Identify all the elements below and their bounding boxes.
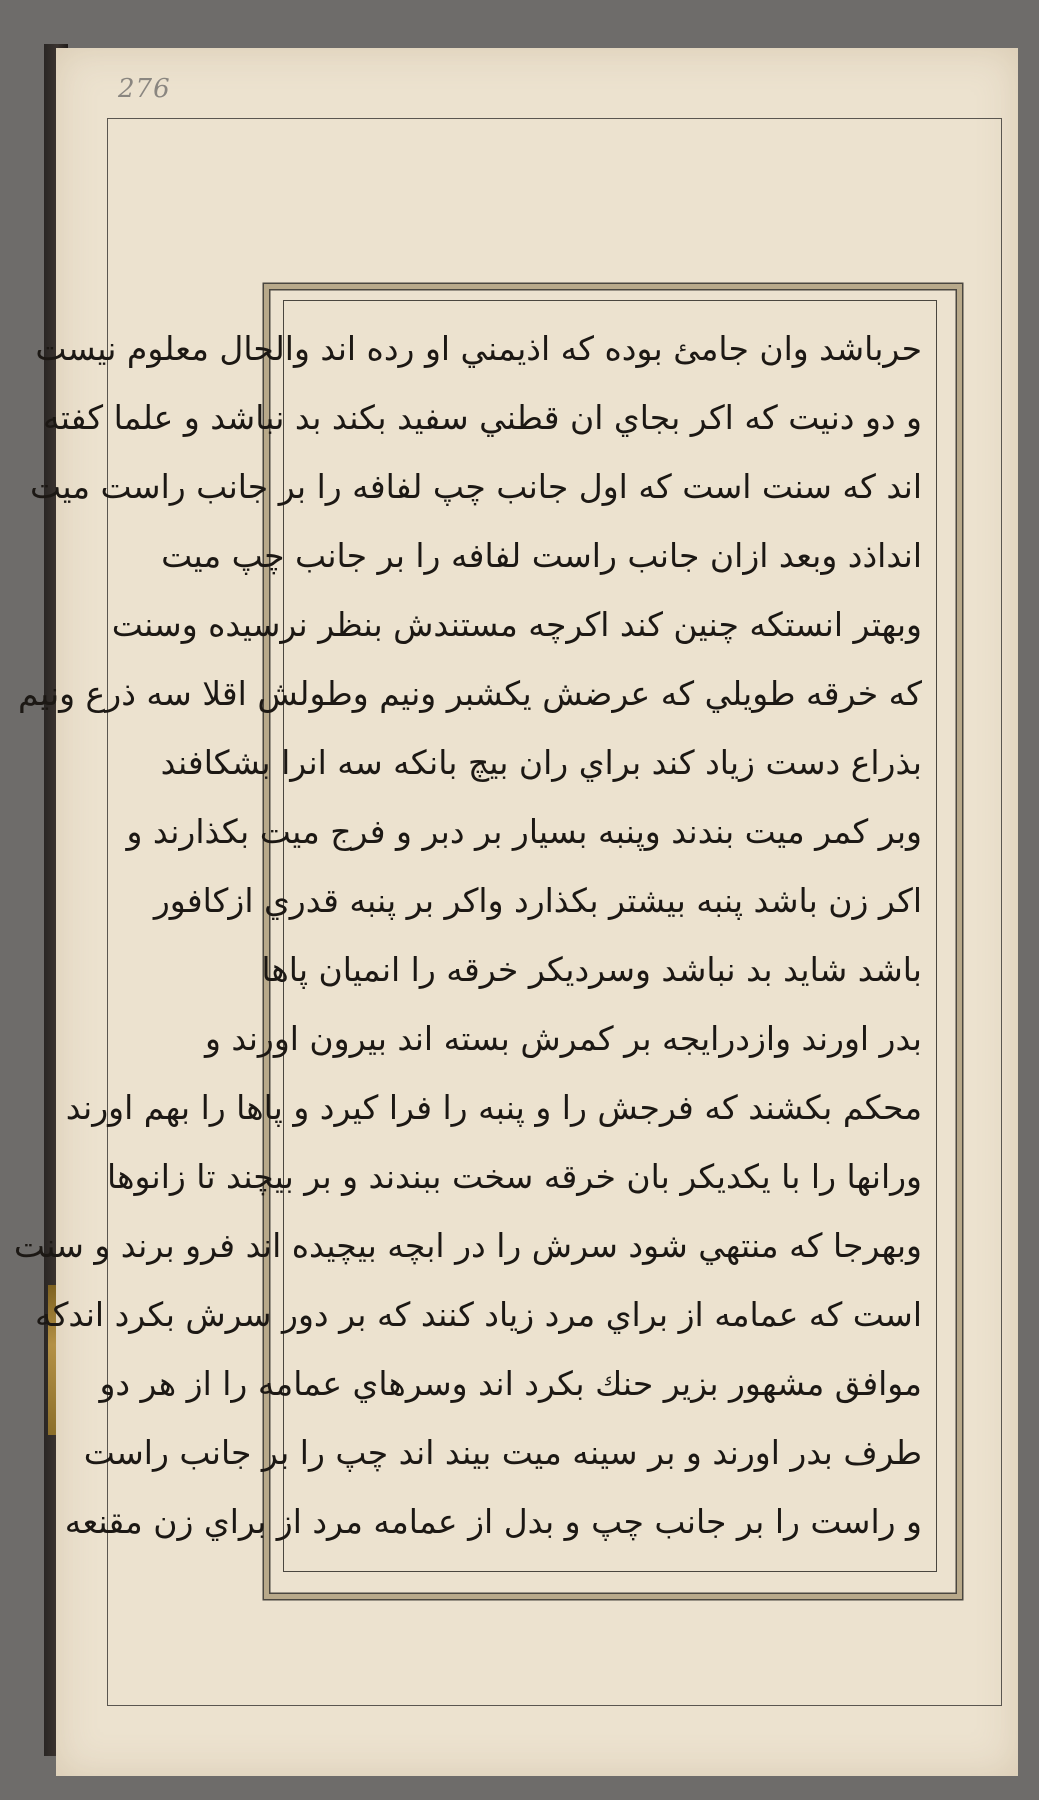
folio-number: 276 [118,74,171,104]
text-line: انداذد وبعد ازان جانب راست لفافه را بر جانب چپ ميت [161,536,922,575]
text-line: باشد شايد بد نباشد وسرديكر خرقه را انميان پاها [261,950,922,989]
text-line: بذراع دست زياد كند براي ران بيچ بانكه سه انرا بشكافند [160,743,922,782]
text-line: و دو دنيت كه اكر بجاي ان قطني سفيد بكند بد نباشد و علما كفته [43,398,922,437]
text-line: وبهتر انستكه چنين كند اكرچه مستندش بنظر نرسيده وسنت [111,605,922,644]
text-block [13,318,922,1562]
text-line: وبر كمر ميت بندند وپنبه بسيار بر دبر و فرج ميت بكذارند و [126,812,922,851]
text-line: بدر اورند وازدرايجه بر كمرش بسته اند بيرون اورند و [204,1019,922,1058]
text-line: ورانها را با يكديكر بان خرقه سخت ببندند و بر بيچند تا زانوها [107,1157,922,1196]
text-line: اند كه سنت است كه اول جانب چپ لفافه را بر جانب راست ميت [29,467,922,506]
text-line: موافق مشهور بزير حنك بكرد اند وسرهاي عمامه را از هر دو [99,1364,922,1403]
text-line: حرباشد وان جامئ بوده كه اذيمني او رده اند والحال معلوم نيست [35,329,922,368]
text-line: كه خرقه طويلي كه عرضش يكشبر ونيم وطولش اقلا سه ذرع ونيم [18,674,922,713]
text-line: است كه عمامه از براي مرد زياد كنند كه بر دور سرش بكرد اندكه [35,1295,922,1334]
text-line: وبهرجا كه منتهي شود سرش را در ابچه بيچيده اند فرو برند و سنت [13,1226,922,1265]
text-line: محكم بكشند كه فرجش را و پنبه را فرا كيرد و پاها را بهم اورند [65,1088,922,1127]
text-line: اكر زن باشد پنبه بيشتر بكذارد واكر بر پنبه قدري ازكافور [153,881,922,920]
text-line: و راست را بر جانب چپ و بدل از عمامه مرد از براي زن مقنعه [64,1502,922,1541]
text-line: طرف بدر اورند و بر سينه ميت بيند اند چپ را بر جانب راست [83,1433,922,1472]
